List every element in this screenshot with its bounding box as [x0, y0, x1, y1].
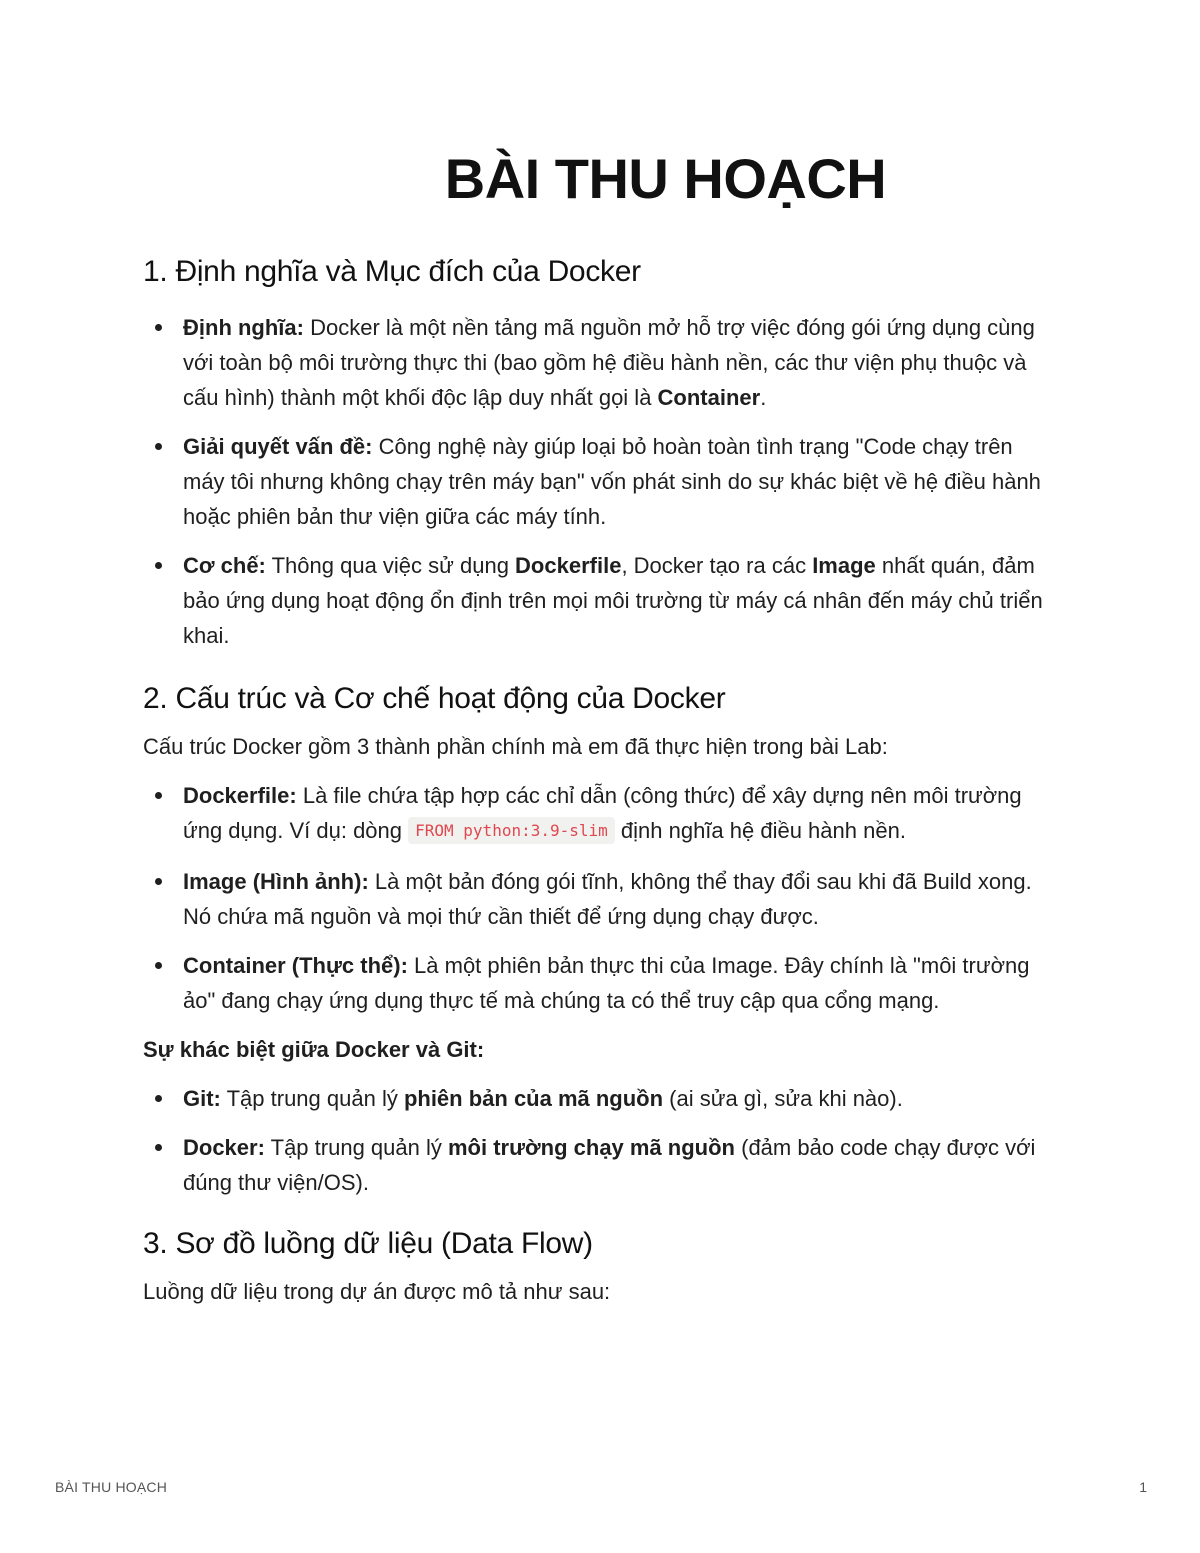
- document-page: [143, 140, 1058, 1309]
- item-text: Công nghệ này giúp loại bỏ hoàn toàn tình trạng "Code chạy trên máy tôi nhưng không chạy trên máy bạn" vốn phát sinh do sự khác biệt về hệ điều hành hoặc phiên bản thư viện giữa các máy tính.: [183, 434, 1041, 529]
- item-text: Là một bản đóng gói tĩnh, không thể thay đổi sau khi đã Build xong. Nó chứa mã nguồn và mọi thứ cần thiết để ứng dụng chạy được.: [183, 869, 1032, 929]
- item-label: Cơ chế:: [183, 553, 266, 578]
- list-item: [143, 948, 1058, 1018]
- bullet-icon: [155, 878, 162, 885]
- item-label: Container (Thực thể):: [183, 953, 408, 978]
- page-number: 1: [1139, 1479, 1147, 1495]
- list-item: [143, 429, 1058, 534]
- section-3-heading: 3. Sơ đồ luồng dữ liệu (Data Flow): [143, 1227, 593, 1260]
- list-item: [143, 778, 1058, 850]
- item-label: Dockerfile:: [183, 783, 297, 808]
- item-text: (ai sửa gì, sửa khi nào).: [663, 1086, 903, 1111]
- bullet-icon: [155, 443, 162, 450]
- section-2-intro: Cấu trúc Docker gồm 3 thành phần chính mà em đã thực hiện trong bài Lab:: [143, 734, 888, 759]
- item-text: , Docker tạo ra các: [621, 553, 813, 578]
- bullet-icon: [155, 1144, 162, 1151]
- item-text: nhất quán, đảm bảo ứng dụng hoạt động ổn định trên mọi môi trường từ máy cá nhân đến máy chủ triển khai.: [183, 553, 1043, 648]
- section-1-heading: 1. Định nghĩa và Mục đích của Docker: [143, 255, 641, 288]
- list-item: [143, 1130, 1058, 1200]
- list-item: [143, 310, 1058, 415]
- item-text: .: [760, 385, 767, 410]
- item-label: Giải quyết vấn đề:: [183, 434, 373, 459]
- item-label: Docker:: [183, 1135, 265, 1160]
- bullet-icon: [155, 562, 162, 569]
- section-3-intro: Luồng dữ liệu trong dự án được mô tả như sau:: [143, 1279, 611, 1304]
- item-bold-text: môi trường chạy mã nguồn: [447, 1135, 735, 1160]
- item-text: Là file chứa tập hợp các chỉ dẫn (công thức) để xây dựng nên môi trường ứng dụng. Ví dụ: dòng: [183, 783, 1022, 843]
- item-text: Là một phiên bản thực thi của Image. Đây chính là "môi trường ảo" đang chạy ứng dụng thực tế mà chúng ta có thể truy cập qua cổng mạng.: [183, 953, 1030, 1013]
- item-text: Thông qua việc sử dụng: [265, 553, 516, 578]
- list-item: [143, 1081, 1058, 1116]
- section-2-heading: 2. Cấu trúc và Cơ chế hoạt động của Docker: [143, 682, 726, 715]
- item-text: Tập trung quản lý: [264, 1135, 448, 1160]
- bullet-icon: [155, 324, 162, 331]
- item-bold-text: Container: [657, 385, 761, 410]
- inline-code: FROM python:3.9-slim: [408, 817, 615, 844]
- compare-list: [143, 1081, 1058, 1200]
- item-label: Git:: [183, 1086, 221, 1111]
- bullet-icon: [155, 1095, 162, 1102]
- list-item: [143, 864, 1058, 934]
- item-bold-text: phiên bản của mã nguồn: [403, 1086, 664, 1111]
- page-title: BÀI THU HOẠCH: [444, 147, 887, 210]
- item-text: Tập trung quản lý: [220, 1086, 404, 1111]
- compare-heading: Sự khác biệt giữa Docker và Git:: [143, 1037, 485, 1062]
- section-1-list: [143, 310, 1058, 653]
- bullet-icon: [155, 962, 162, 969]
- bullet-icon: [155, 792, 162, 799]
- item-text: Docker là một nền tảng mã nguồn mở hỗ trợ việc đóng gói ứng dụng cùng với toàn bộ môi trường thực thi (bao gồm hệ điều hành nền, các thư viện phụ thuộc và cấu hình) thành một khối độc lập duy nhất gọi là: [183, 315, 1035, 410]
- list-item: [143, 548, 1058, 653]
- item-label: Định nghĩa:: [183, 315, 304, 340]
- item-bold-text: Image: [812, 553, 876, 578]
- item-text: định nghĩa hệ điều hành nền.: [614, 818, 906, 843]
- item-label: Image (Hình ảnh):: [183, 869, 369, 894]
- section-2-list: [143, 778, 1058, 1018]
- item-bold-text: Dockerfile: [515, 553, 622, 578]
- footer-title: BÀI THU HOẠCH: [55, 1479, 168, 1495]
- item-text: (đảm bảo code chạy được với đúng thư viện/OS).: [183, 1135, 1036, 1195]
